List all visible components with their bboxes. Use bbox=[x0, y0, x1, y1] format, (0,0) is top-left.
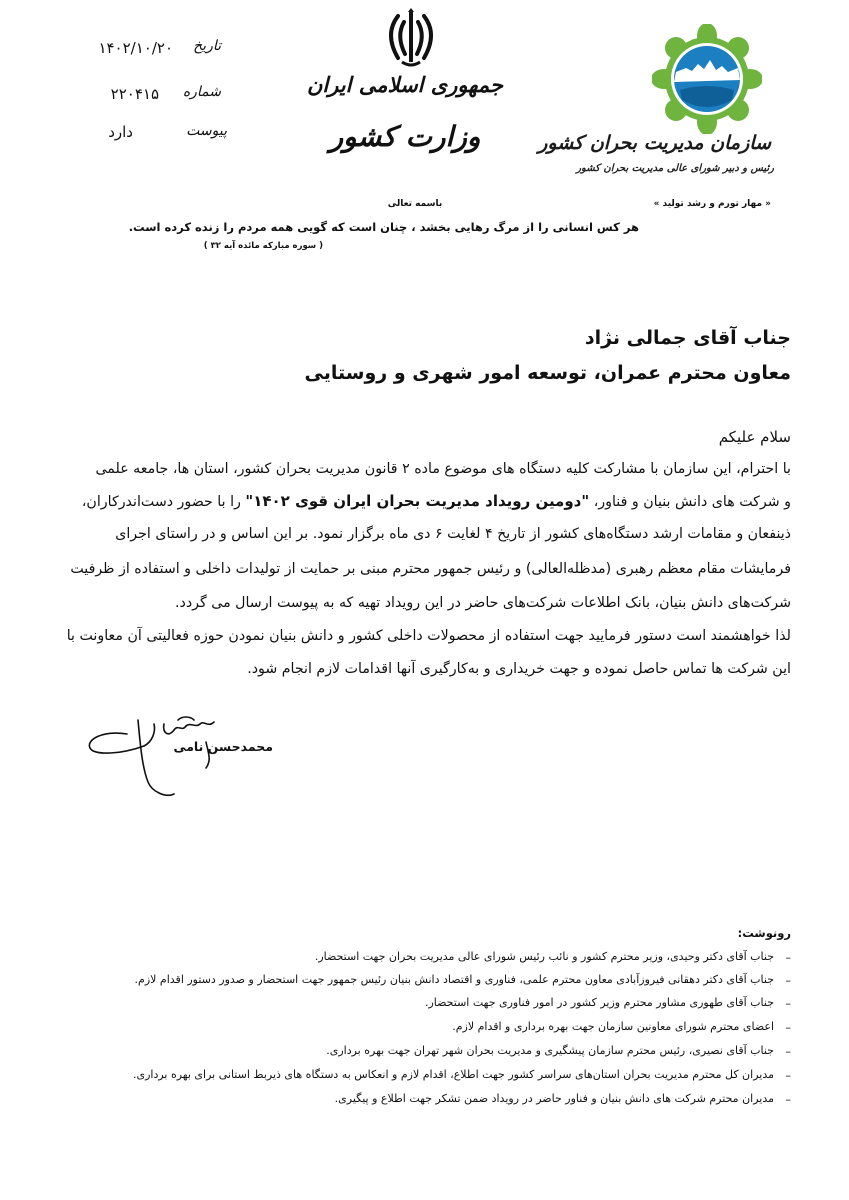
slogan: « مهار تورم و رشد تولید » bbox=[653, 199, 771, 209]
attachment-value: دارد bbox=[108, 123, 133, 141]
crisis-management-logo-icon bbox=[652, 24, 762, 134]
number-value: ۲۲۰۴۱۵ bbox=[110, 85, 159, 103]
cc-dash: – bbox=[785, 974, 791, 987]
cc-title: رونوشت: bbox=[737, 926, 791, 940]
recipient-title: معاون محترم عمران، توسعه امور شهری و روستایی bbox=[304, 362, 791, 384]
body-line-1: با احترام، این سازمان با مشارکت کلیه دستگاه های موضوع ماده ۲ قانون مدیریت بحران کشور، استان ها، جامعه علمی bbox=[95, 461, 791, 477]
cc-item: مدیران محترم شرکت های دانش بنیان و فناور حاضر در رویداد ضمن تشکر جهت اطلاع و پیگیری. bbox=[334, 1092, 774, 1105]
cc-item: جناب آقای طهوری مشاور محترم وزیر کشور در امور فناوری جهت استحضار. bbox=[424, 996, 774, 1009]
attachment-label: پیوست bbox=[186, 123, 227, 139]
cc-dash: – bbox=[785, 997, 791, 1010]
greeting: سلام علیکم bbox=[718, 428, 791, 446]
body-line-5: شرکت‌های دانش بنیان، بانک اطلاعات شرکت‌های حاضر در این رویداد تهیه که به پیوست ارسال می گردد. bbox=[175, 595, 791, 611]
number-label: شماره bbox=[182, 84, 221, 100]
cc-item: اعضای محترم شورای معاونین سازمان جهت بهره برداری و اقدام لازم. bbox=[452, 1020, 774, 1033]
cc-dash: – bbox=[785, 1045, 791, 1058]
recipient-name: جناب آقای جمالی نژاد bbox=[584, 327, 791, 349]
body-line-4: فرمایشات مقام معظم رهبری (مدظله‌العالی) و رئیس جمهور محترم مبنی بر حمایت از تولیدات داخلی و استفاده از ظرفیت bbox=[70, 561, 791, 577]
cc-item: مدیران کل محترم مدیریت بحران استان‌های سراسر کشور جهت اطلاع، اقدام لازم و انعکاس به دستگاه های ذیربط استانی برای بهره برداری. bbox=[132, 1068, 774, 1081]
cc-item: جناب آقای دکتر دهقانی فیروزآبادی معاون محترم علمی، فناوری و اقتصاد دانش بنیان رئیس جمهور جهت استحضار و صدور دستور اقدام لازم. bbox=[134, 973, 774, 986]
organization-name: سازمان مدیریت بحران کشور bbox=[538, 132, 771, 154]
handwritten-signature-icon bbox=[82, 712, 292, 807]
event-title: "دومین رویداد مدیریت بحران ایران قوی ۱۴۰۲" bbox=[245, 492, 590, 510]
cc-dash: – bbox=[785, 1021, 791, 1034]
signer-name: محمدحسن نامی bbox=[173, 739, 273, 754]
cc-dash: – bbox=[785, 951, 791, 964]
date-value: ۱۴۰۲/۱۰/۲۰ bbox=[98, 39, 173, 57]
body-line-2-start: و شرکت های دانش بنیان و فناور، bbox=[589, 494, 791, 510]
body-line-2 bbox=[82, 492, 791, 510]
cc-item: جناب آقای نصیری، رئیس محترم سازمان پیشگیری و مدیریت بحران شهر تهران جهت بهره برداری. bbox=[326, 1044, 774, 1057]
republic-title: جمهوری اسلامی ایران bbox=[306, 72, 504, 97]
body-line-6: لذا خواهشمند است دستور فرمایید جهت استفاده از محصولات داخلی کشور و دانش بنیان نمودن حوزه فعالیتی آن معاونت با bbox=[66, 628, 791, 644]
verse-reference: ( سوره مبارکه مائده آیه ۳۲ ) bbox=[203, 241, 323, 251]
ministry-title: وزارت کشور bbox=[329, 120, 481, 153]
iran-emblem-icon bbox=[378, 8, 444, 68]
cc-dash: – bbox=[785, 1093, 791, 1106]
body-line-7: این شرکت ها تماس حاصل نموده و جهت خریداری و به‌کارگیری آنها اقدامات لازم انجام شود. bbox=[247, 661, 791, 677]
verse-text: هر کس انسانی را از مرگ رهایی بخشد ، چنان است که گویی همه مردم را زنده کرده است. bbox=[128, 220, 639, 234]
date-label: تاریخ bbox=[193, 38, 221, 54]
cc-item: جناب آقای دکتر وحیدی، وزیر محترم کشور و نائب رئیس شورای عالی مدیریت بحران جهت استحضار. bbox=[314, 950, 774, 963]
organization-subtitle: رئیس و دبیر شورای عالی مدیریت بحران کشور bbox=[576, 163, 774, 174]
body-line-2-end: را با حضور دست‌اندرکاران، bbox=[81, 494, 246, 510]
basmala: باسمه تعالی bbox=[387, 199, 443, 209]
body-line-3: ذینفعان و مقامات ارشد دستگاه‌های کشور از تاریخ ۴ لغایت ۶ دی ماه برگزار نمود. بر این اساس و در راستای اجرای bbox=[115, 526, 791, 542]
cc-dash: – bbox=[785, 1069, 791, 1082]
